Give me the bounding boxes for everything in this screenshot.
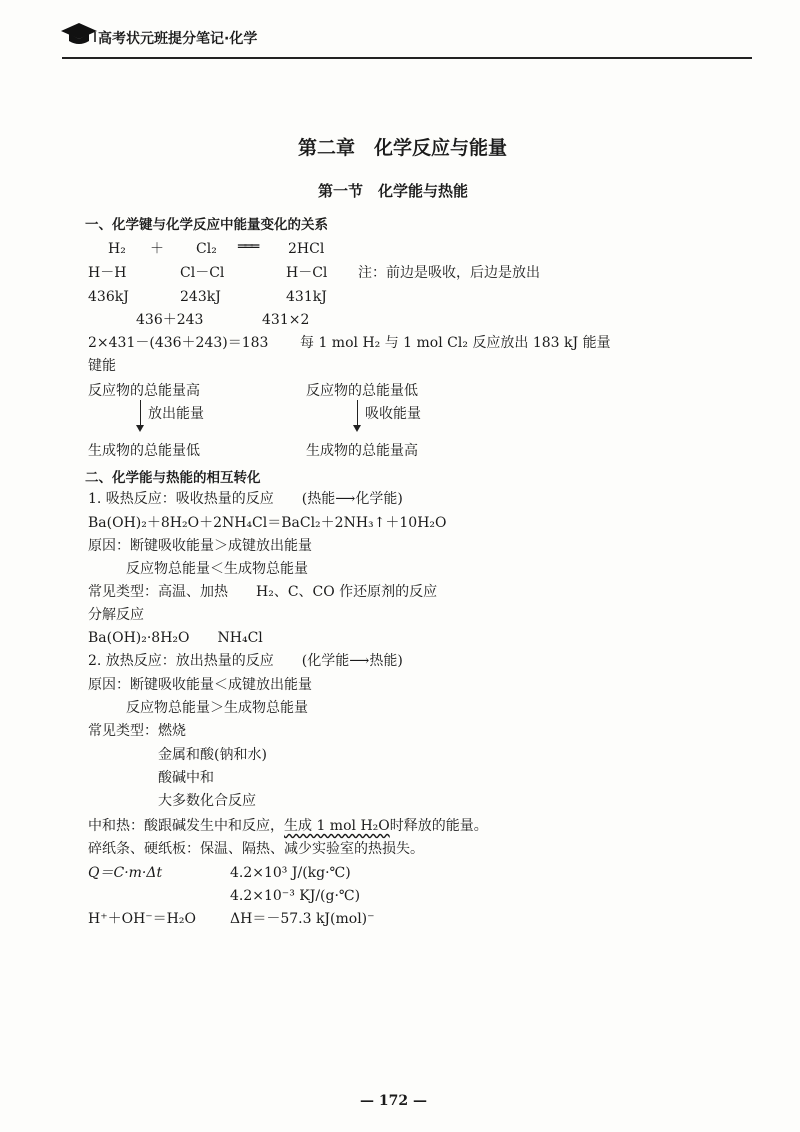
- endo-decomp: 分解反应: [88, 607, 144, 623]
- part1-heading: 一、化学键与化学反应中能量变化的关系: [85, 217, 328, 233]
- page-number: — 172 —: [360, 1093, 427, 1109]
- exo-types: 常见类型：燃烧: [88, 723, 186, 739]
- endo-energy: 反应物总能量＜生成物总能量: [126, 561, 308, 577]
- exo-title: 2. 放热反应：放出热量的反应 (化学能⟶热能): [88, 653, 403, 669]
- calc-note: 每 1 mol H₂ 与 1 mol Cl₂ 反应放出 183 kJ 能量: [300, 335, 611, 351]
- endo-reason: 原因：断键吸收能量＞成键放出能量: [88, 538, 312, 554]
- down-arrow-right-icon: [353, 425, 361, 432]
- eq-reactant-h2: H₂: [108, 241, 126, 257]
- endo-types: 常见类型：高温、加热 H₂、C、CO 作还原剂的反应: [88, 584, 438, 600]
- neutralization-heat: [88, 817, 488, 835]
- q-formula: Q＝C·m·Δt: [88, 865, 163, 881]
- bond-note: 注：前边是吸收，后边是放出: [358, 265, 540, 281]
- keneng-label: 键能: [88, 358, 116, 374]
- header-title: 高考状元班提分笔记·化学: [98, 31, 258, 47]
- down-arrow-left-shaft: [140, 400, 141, 426]
- section-title: 第一节 化学能与热能: [318, 182, 469, 200]
- endo-equation: Ba(OH)₂＋8H₂O＋2NH₄Cl＝BaCl₂＋2NH₃↑＋10H₂O: [88, 515, 447, 531]
- eq-product-hcl: 2HCl: [288, 241, 325, 257]
- bond-clcl: Cl－Cl: [180, 265, 225, 281]
- neutral-wavy: 生成 1 mol H₂O: [284, 818, 390, 834]
- exo-type-combination: 大多数化合反应: [158, 793, 256, 809]
- part2-heading: 二、化学能与热能的相互转化: [85, 470, 261, 486]
- q-value-1: 4.2×10³ J/(kg·℃): [230, 865, 351, 881]
- chapter-title: 第二章 化学反应与能量: [298, 137, 508, 159]
- eq-plus: ＋: [150, 241, 164, 257]
- energy-hcl: 431kJ: [286, 289, 327, 305]
- sum-products: 431×2: [262, 312, 310, 328]
- ionic-equation: H⁺＋OH⁻＝H₂O: [88, 911, 196, 927]
- right-bottom: 生成物的总能量高: [306, 443, 418, 459]
- eq-arrow: ═══: [238, 239, 258, 255]
- neutral-post: 时释放的能量。: [389, 818, 488, 834]
- endo-example: Ba(OH)₂·8H₂O NH₄Cl: [88, 630, 263, 646]
- calc-line: 2×431－(436＋243)＝183: [88, 335, 269, 351]
- left-top: 反应物的总能量高: [88, 383, 200, 399]
- graduation-cap-icon: [60, 20, 98, 50]
- exo-type-metal-acid: 金属和酸(钠和水): [158, 747, 267, 763]
- down-arrow-right-shaft: [357, 400, 358, 426]
- header-rule: [62, 57, 752, 59]
- energy-clcl: 243kJ: [180, 289, 221, 305]
- q-value-2: 4.2×10⁻³ KJ/(g·℃): [230, 888, 361, 904]
- left-mid: 放出能量: [148, 406, 204, 422]
- exo-energy: 反应物总能量＞生成物总能量: [126, 700, 308, 716]
- delta-h: ΔH＝－57.3 kJ(mol)⁻: [230, 911, 375, 927]
- energy-hh: 436kJ: [88, 289, 129, 305]
- down-arrow-left-icon: [136, 425, 144, 432]
- neutral-pre: 中和热：酸跟碱发生中和反应，: [88, 818, 284, 834]
- eq-reactant-cl2: Cl₂: [196, 241, 217, 257]
- right-mid: 吸收能量: [365, 406, 421, 422]
- right-top: 反应物的总能量低: [306, 383, 418, 399]
- bond-hh: H－H: [88, 265, 127, 281]
- bond-hcl: H－Cl: [286, 265, 328, 281]
- endo-title: 1. 吸热反应：吸收热量的反应 (热能⟶化学能): [88, 491, 403, 507]
- exo-type-neutralization: 酸碱中和: [158, 770, 214, 786]
- left-bottom: 生成物的总能量低: [88, 443, 200, 459]
- sum-reactants: 436＋243: [136, 312, 204, 328]
- exo-reason: 原因：断键吸收能量＜成键放出能量: [88, 677, 312, 693]
- paper-note: 碎纸条、硬纸板：保温、隔热、减少实验室的热损失。: [88, 841, 424, 857]
